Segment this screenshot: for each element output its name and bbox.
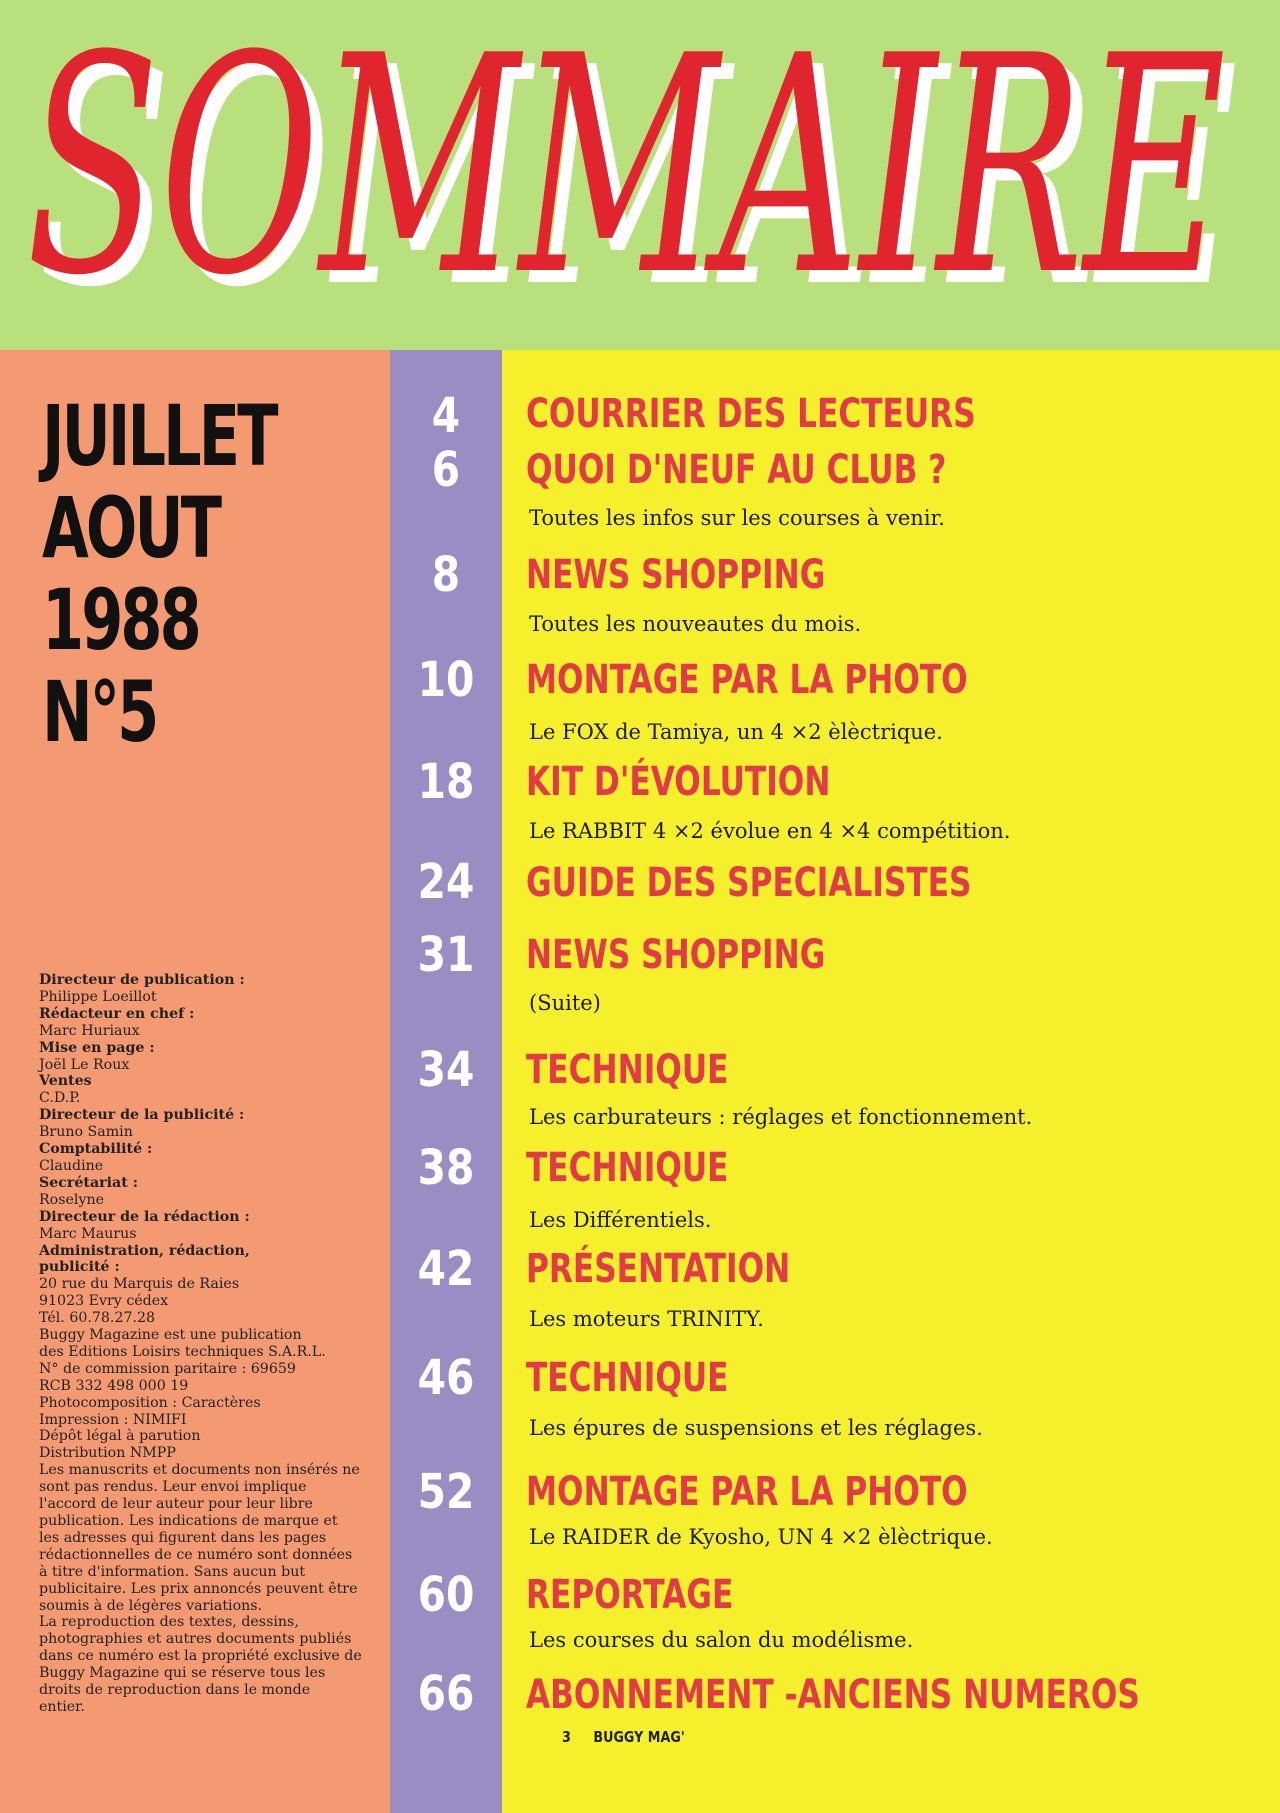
toc-page-number: 10 xyxy=(417,652,475,708)
credit-line: publication. Les indications de marque et xyxy=(39,1513,338,1529)
toc-page-number: 8 xyxy=(431,547,461,603)
credit-value: Roselyne xyxy=(39,1191,104,1208)
credit-line: rédactionnelles de ce numéro sont données xyxy=(39,1546,353,1563)
toc-title: TECHNIQUE xyxy=(526,1355,729,1401)
credit-line: dans ce numéro est la propriété exclusive de xyxy=(39,1648,362,1665)
toc-page-number: 24 xyxy=(417,854,475,910)
toc-description: Les Différentiels. xyxy=(529,1208,712,1232)
credit-label: Ventes xyxy=(39,1073,92,1090)
toc-title: PRÉSENTATION xyxy=(526,1246,791,1292)
credit-value: Bruno Samin xyxy=(39,1124,133,1141)
credit-line: soumis à de légères variations. xyxy=(39,1597,263,1614)
toc-description: Les moteurs TRINITY. xyxy=(529,1307,764,1331)
toc-description: Toutes les nouveautes du mois. xyxy=(529,612,862,636)
credit-line: Dépôt légal à parution xyxy=(39,1428,201,1445)
credit-value: C.D.P. xyxy=(39,1090,81,1107)
credit-label: Comptabilité : xyxy=(39,1141,153,1158)
toc-title: NEWS SHOPPING xyxy=(526,932,826,978)
toc-page-number: 66 xyxy=(417,1666,475,1722)
credits-block xyxy=(39,972,379,1716)
toc-description: Toutes les infos sur les courses à venir. xyxy=(529,506,945,530)
credit-line: Les manuscrits et documents non insérés ne xyxy=(39,1462,360,1479)
issue-month-2: AOUT xyxy=(42,479,220,577)
credit-line: des Editions Loisirs techniques S.A.R.L. xyxy=(39,1343,326,1360)
toc-page-number: 4 xyxy=(431,388,461,444)
issue-info xyxy=(42,387,342,761)
credit-line: les adresses qui figurent dans les pages xyxy=(39,1529,327,1546)
issue-number: N°5 xyxy=(42,663,157,761)
credit-label: Directeur de la rédaction : xyxy=(39,1208,250,1225)
toc-description: Le RABBIT 4 ×2 évolue en 4 ×4 compétition. xyxy=(529,819,1011,843)
toc-title: TECHNIQUE xyxy=(526,1145,729,1191)
credit-label: Directeur de publication : xyxy=(39,972,245,988)
toc-title: NEWS SHOPPING xyxy=(526,552,826,598)
toc-title: TECHNIQUE xyxy=(526,1047,729,1093)
toc-description: (Suite) xyxy=(529,991,601,1015)
toc-page-number: 31 xyxy=(417,927,475,983)
toc-description: Le FOX de Tamiya, un 4 ×2 èlèctrique. xyxy=(529,720,943,744)
credit-lines xyxy=(39,1276,379,1716)
toc-title: MONTAGE PAR LA PHOTO xyxy=(526,1469,968,1515)
credit-line: 20 rue du Marquis de Raies xyxy=(39,1276,240,1293)
toc-title: REPORTAGE xyxy=(526,1572,734,1618)
credit-label: Rédacteur en chef : xyxy=(39,1005,195,1022)
credit-line: à titre d'information. Sans aucun but xyxy=(39,1563,306,1580)
toc-description: Les carburateurs : réglages et fonctionnement. xyxy=(529,1105,1033,1129)
credit-line: Tél. 60.78.27.28 xyxy=(39,1310,156,1327)
issue-year: 1988 xyxy=(42,571,199,669)
toc-page-number: 6 xyxy=(431,442,461,498)
credit-label: publicité : xyxy=(39,1259,120,1276)
toc-page-number: 18 xyxy=(417,754,475,810)
credit-label: Directeur de la publicité : xyxy=(39,1107,245,1124)
credit-line: Photocomposition : Caractères xyxy=(39,1394,261,1411)
toc-page-number: 52 xyxy=(417,1464,475,1520)
toc-page-number: 60 xyxy=(417,1567,475,1623)
credit-line: Distribution NMPP xyxy=(39,1445,176,1462)
toc-title: GUIDE DES SPECIALISTES xyxy=(526,860,972,906)
credit-line: publicitaire. Les prix annoncés peuvent être xyxy=(39,1580,358,1597)
credit-line: N° de commission paritaire : 69659 xyxy=(39,1360,296,1377)
footer-page-number: 3 xyxy=(562,1728,571,1746)
credit-label: Secrétariat : xyxy=(39,1174,138,1191)
credit-line: entier. xyxy=(39,1698,85,1715)
credit-line: Buggy Magazine est une publication xyxy=(39,1327,302,1344)
credit-line: photographies et autres documents publiés xyxy=(39,1631,352,1648)
credit-line: l'accord de leur auteur pour leur libre xyxy=(39,1496,313,1513)
toc-description: Les épures de suspensions et les réglages. xyxy=(529,1416,983,1440)
credit-line: droits de reproduction dans le monde xyxy=(39,1682,311,1699)
credit-line: 91023 Evry cédex xyxy=(39,1293,169,1310)
credit-value: Claudine xyxy=(39,1157,104,1174)
page-title-text: SOMMAIRE xyxy=(26,20,1226,340)
credit-value: Marc Maurus xyxy=(39,1225,137,1242)
toc-title: COURRIER DES LECTEURS xyxy=(526,391,976,437)
credit-label: Administration, rédaction, xyxy=(39,1242,250,1259)
credit-value: Marc Huriaux xyxy=(39,1022,140,1039)
credit-line: sont pas rendus. Leur envoi implique xyxy=(39,1479,307,1496)
toc-title: QUOI D'NEUF AU CLUB ? xyxy=(526,447,947,493)
credit-value: Joël Le Roux xyxy=(39,1056,130,1073)
toc-page-number: 42 xyxy=(417,1241,475,1297)
footer-magazine-name: BUGGY MAG' xyxy=(593,1728,685,1746)
toc-description: Les courses du salon du modélisme. xyxy=(529,1628,914,1652)
toc-page-number: 34 xyxy=(417,1042,475,1098)
credit-line: Buggy Magazine qui se réserve tous les xyxy=(39,1665,326,1682)
toc-title: MONTAGE PAR LA PHOTO xyxy=(526,657,968,703)
header-band xyxy=(0,0,1280,350)
credit-line: Impression : NIMIFI xyxy=(39,1411,187,1428)
credit-line: RCB 332 498 000 19 xyxy=(39,1377,189,1394)
toc-description: Le RAIDER de Kyosho, UN 4 ×2 èlèctrique. xyxy=(529,1525,993,1549)
page-footer xyxy=(562,1728,685,1746)
page-title xyxy=(20,20,1260,340)
credit-label: Mise en page : xyxy=(39,1039,155,1056)
credit-value: Philippe Loeillot xyxy=(39,988,157,1005)
page-title-shadow: SOMMAIRE xyxy=(38,20,1238,340)
toc-page-number: 38 xyxy=(417,1140,475,1196)
issue-month-1: JUILLET xyxy=(42,387,276,485)
toc-title: ABONNEMENT -ANCIENS NUMEROS xyxy=(526,1672,1140,1718)
toc-page-number: 46 xyxy=(417,1350,475,1406)
credit-line: La reproduction des textes, dessins, xyxy=(39,1614,299,1631)
toc-title: KIT D'ÉVOLUTION xyxy=(526,759,831,805)
